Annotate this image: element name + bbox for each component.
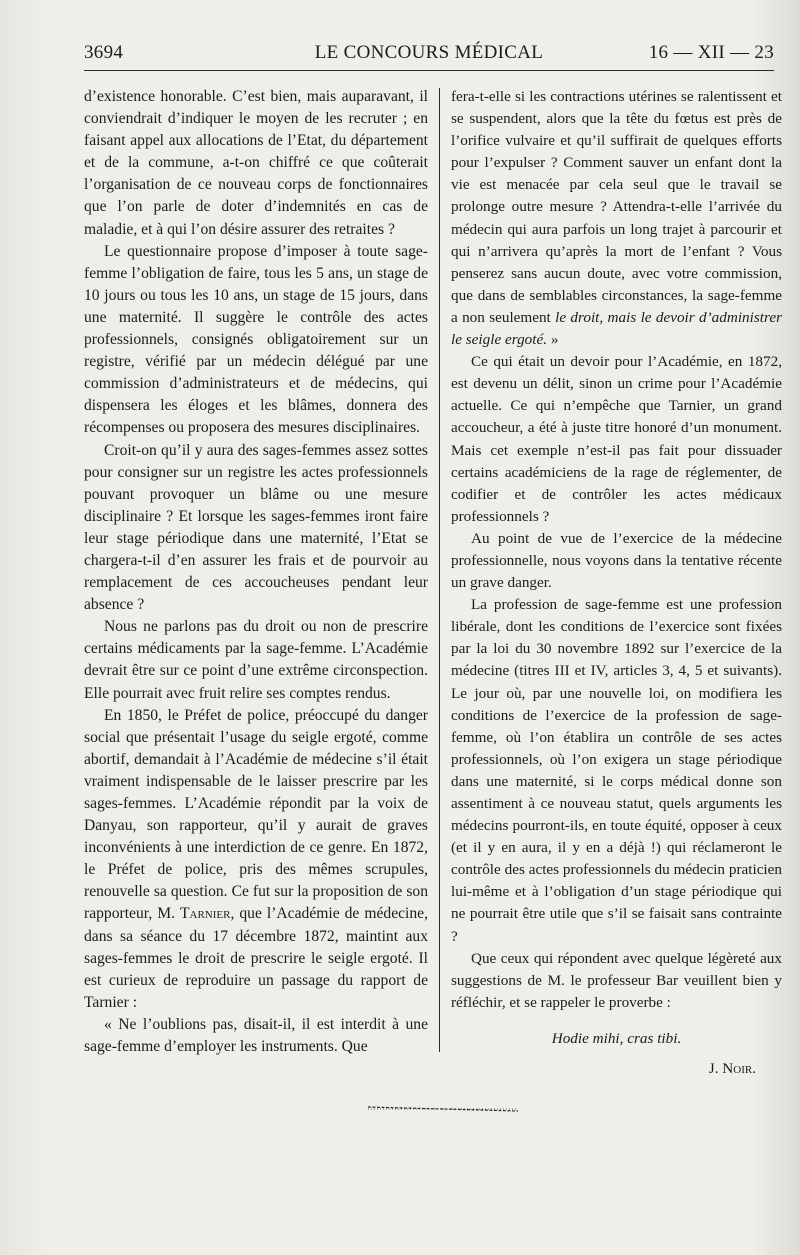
end-ornament [368, 1104, 518, 1114]
issue-date: 16 — XII — 23 [648, 42, 774, 63]
running-header [84, 36, 774, 70]
author-name-tarnier: Tarnier [179, 905, 231, 923]
right-column [451, 86, 782, 1080]
paragraph: Le questionnaire propose d’imposer à toute sage-femme l’obligation de faire, tous les 5 ans, un stage de 10 jours ou tous les 10 ans, un stage de 15 jours, dans une maternité. Il suggère le contrôle des actes professionnels, consignés obligatoirement sur un registre, vérifié par un médecin délégué par une commission d’administrateurs et de médecins, qui dispensera les éloges et les blâmes, donnera des récompenses ou proposera des mesures disciplinaires. [84, 242, 428, 437]
paragraph: Ce qui était un devoir pour l’Académie, en 1872, est devenu un délit, sinon un crime pour l’Académie actuelle. Ce qui n’empêche que Tarnier, un grand accoucheur, a été à juste titre honoré d’un monument. Mais cet exemple n’est-il pas fait pour dissuader certains académiciens de la rage de réglementer, de codifier et de contrôler les actes médicaux professionnels ? [451, 353, 782, 525]
paragraph: La profession de sage-femme est une profession libérale, dont les conditions de l’exercice sont fixées par la loi du 30 novembre 1892 sur l’exercice de la médecine (titres III et IV, articles 3, 4, 5 et suivants). Le jour où, par une nouvelle loi, on modifiera les conditions de l’exercice de la profession de sage-femme, où l’on établira un contrôle de ses actes professionnels, où l’on exigera un stage périodique dans une maternité, si le corps médical donne son assentiment à ce nouveau statut, quels arguments les médecins pourront-ils, en toute équité, opposer à ceux (et il y en aura, il y en a déjà !) qui réclameront le contrôle des actes professionnels du médecin praticien lui-même et à l’obligation d’un stage périodique qui ne pourrait être utile que s’il se faisait sans contrainte ? [451, 596, 782, 945]
text-run: » [547, 331, 559, 349]
author-signature: J. Noir. [708, 1060, 756, 1078]
journal-title: LE CONCOURS MÉDICAL [314, 42, 544, 63]
text-run: , que l’Académie de médecine, dans sa séance du 17 décembre 1872, maintint aux sages-femmes le droit de prescrire le seigle ergoté. Il est curieux de reproduire un passage du rapport de Tarnier : [84, 905, 428, 1011]
paragraph [451, 86, 782, 351]
paragraph: Croit-on qu’il y aura des sages-femmes assez sottes pour consigner sur un registre les actes professionnels pouvant provoquer un blâme ou une mesure disciplinaire ? Et lorsque les sages-femmes iront faire leur stage périodique dans une maternité, l’Etat se chargera-t-il d’en assurer les frais et de pourvoir au remplacement de ces accoucheuses pendant leur absence ? [84, 441, 428, 614]
column-divider [439, 88, 440, 1052]
paragraph: d’existence honorable. C’est bien, mais auparavant, il conviendrait d’indiquer le moyen de les recruter ; en faisant appel aux allocations de l’Etat, du département et de la commune, a-t-on chiffré ce que coûterait l’organisation de ce nouveau corps de fonctionnaires que l’on parle de doter d’indemnités en cas de maladie, et à qui l’on désire assurer des retraites ? [84, 88, 428, 238]
left-column [84, 86, 428, 1058]
text-run: En 1850, le Préfet de police, préoccupé du danger social que présentait l’usage du seigle ergoté, comme abortif, demandait à l’Académie de médecine s’il était vraiment indispensable de le laisser prescrire par les sages-femmes. L’Académie répondit par la voix de Danyau, son rapporteur, qu’il y aurait de graves inconvénients à une interdiction de ce genre. En 1872, le Préfet de police, pris des mêmes scrupules, renouvelle sa question. Ce fut sur la proposition de son rapporteur, M. [84, 706, 428, 923]
paragraph: Au point de vue de l’exercice de la médecine professionnelle, nous voyons dans la tentative récente un grave danger. [451, 529, 782, 592]
paragraph: Que ceux qui répondent avec quelque légèreté aux suggestions de M. le professeur Bar veuillent bien y réfléchir, et se rappeler le proverbe : [451, 949, 782, 1011]
page-number: 3694 [84, 42, 124, 63]
text-run: fera-t-elle si les contractions utérines se ralentissent et se suspendent, alors que la tête du fœtus est près de l’orifice vulvaire et qu’il suffirait de quelques efforts pour l’expulser ? Comment sauver un enfant dont la vie est menacée par cela seul que le travail se prolonge outre mesure ? Attendra-t-elle l’arrivée du médecin qui aura parfois un long trajet à parcourir et qui n’arrivera qu’après la mort de l’enfant ? Vous penserez sans aucun doute, avec votre commission, que dans de semblables circonstances, la sage-femme a non seulement [451, 88, 782, 326]
paragraph: « Ne l’oublions pas, disait-il, il est interdit à une sage-femme d’employer les instruments. Que [84, 1015, 428, 1056]
emphasis-text: le droit, mais le devoir d’administrer le seigle ergoté. [451, 308, 782, 349]
proverb: Hodie mihi, cras tibi. [551, 1029, 682, 1047]
paragraph: Nous ne parlons pas du droit ou non de prescrire certains médicaments par la sage-femme. L’Académie devrait être sur ce point d’une extrême circonspection. Elle pourrait avec fruit relire ses comptes rendus. [84, 618, 428, 702]
header-rule [84, 70, 774, 71]
paragraph [84, 705, 428, 1014]
